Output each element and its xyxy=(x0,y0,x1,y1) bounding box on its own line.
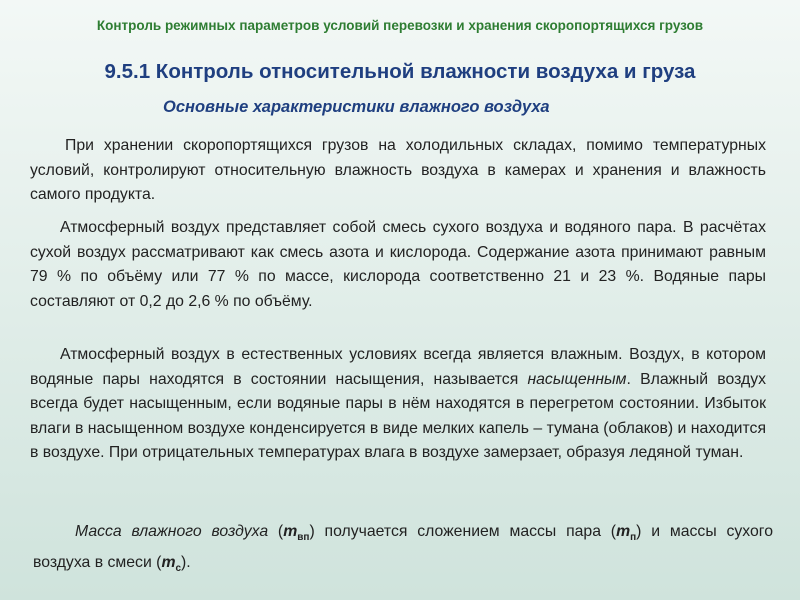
slide-header: Контроль режимных параметров условий перевозки и хранения скоропортящихся грузов xyxy=(96,18,704,33)
symbol-m-vp xyxy=(283,523,310,544)
symbol-m-s xyxy=(161,553,182,574)
symbol-subscript: вп xyxy=(297,532,310,544)
paragraph-moist-air-mass xyxy=(33,520,773,581)
paragraph-text: ) и массы сухого воздуха в смеси ( xyxy=(33,523,773,571)
symbol-m-p xyxy=(616,523,637,544)
symbol-letter: m xyxy=(283,523,298,540)
paragraph-storage-humidity: При хранении скоропортящихся грузов на холодильных складах, помимо температурных условий, контролируют относительную влажность воздуха в камерах и хранения и влажность самого продукта. xyxy=(30,137,766,203)
symbol-subscript: с xyxy=(175,562,182,574)
paragraph-text: ) получается сложением массы пара ( xyxy=(309,523,617,540)
paragraph-text: Атмосферный воздух в естественных условиях всегда является влажным. Воздух, в котором водяные пары находятся в состоянии насыщения, называется xyxy=(30,346,766,388)
paragraph-text: ( xyxy=(268,523,284,540)
paragraph-text: ). xyxy=(181,553,191,571)
paragraph-air-composition: Атмосферный воздух представляет собой смесь сухого воздуха и водяного пара. В расчётах сухой воздух рассматривают как смесь азота и кислорода. Содержание азота принимают равным 79 % по объёму или 77 % по массе, кислорода соответственно 21 и 23 %. Водяные пары составляют от 0,2 до 2,6 % по объёму. xyxy=(30,219,766,310)
paragraph-saturated-air xyxy=(30,343,766,466)
symbol-subscript: п xyxy=(630,532,637,544)
paragraph-text: . Влажный воздух всегда будет насыщенным, если водяные пары в нём находятся в перегретом состоянии. Избыток влаги в насыщенном воздухе конденсируется в виде мелких капель – тумана (облаков) и находится в воздухе. При отрицательных температурах влага в воздухе замерзает, образуя ледяной туман. xyxy=(30,370,766,461)
symbol-letter: m xyxy=(161,553,176,571)
subsection-title: Основные характеристики влажного воздуха xyxy=(163,98,550,116)
symbol-letter: m xyxy=(616,523,631,540)
term-moist-air-mass: Масса влажного воздуха xyxy=(75,523,269,540)
section-title: 9.5.1 Контроль относительной влажности воздуха и груза xyxy=(104,60,696,83)
term-saturated: насыщенным xyxy=(527,370,627,388)
